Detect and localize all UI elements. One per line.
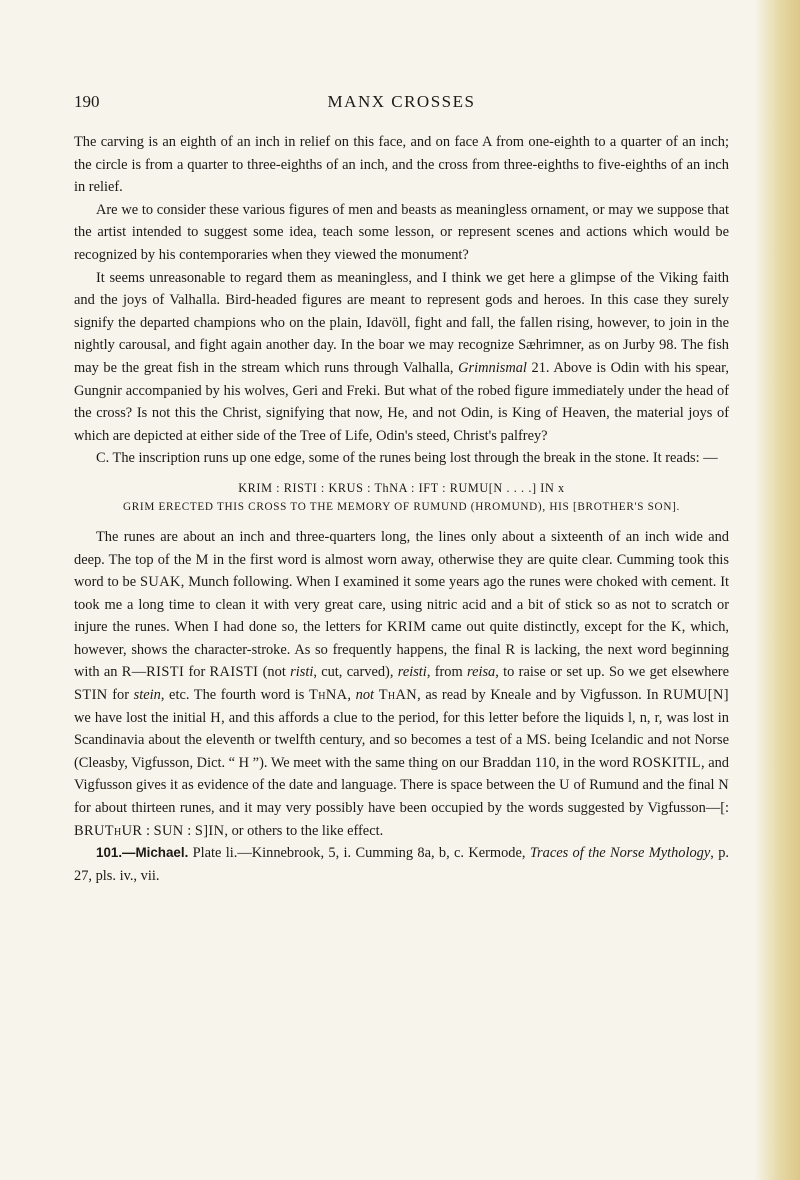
- paragraph-question: Are we to consider these various figures of men and beasts as meaningless ornament, or may we suppose that the artist intended to suggest some idea, teach some lesson, or represent scenes and actions which would be recognized by his contemporaries when they viewed the monument?: [74, 201, 729, 263]
- running-head: [74, 92, 729, 122]
- paragraph-entry-101: 101.—Michael. Plate li.—Kinnebrook, 5, i. Cumming 8a, b, c. Kermode, Traces of the Norse Mythology, p. 27, pls. iv., vii.: [74, 845, 729, 884]
- page-number: 190: [74, 92, 100, 111]
- page-edge-discoloration: [754, 0, 800, 1180]
- inscription-translation: GRIM ERECTED THIS CROSS TO THE MEMORY OF RUMUND (HROMUND), HIS [BROTHER'S SON].: [122, 500, 681, 513]
- paragraph-carving: The carving is an eighth of an inch in relief on this face, and on face A from one-eighth to a quarter of an inch; the circle is from a quarter to three-eighths of an inch, and the cross from three-eighths to five-eighths of an inch in relief.: [74, 134, 729, 196]
- paragraph-runes: The runes are about an inch and three-quarters long, the lines only about a sixteenth of an inch wide and deep. The top of the M in the first word is almost worn away, otherwise they are quite clear. Cumming took this word to be SUAK, Munch following. When I examined it some years ago the runes were choked with cement. It took me a long time to clean it with very great care, using nitric acid and a bit of stick so as not to scratch or injure the runes. When I had done so, the letters for KRIM came out quite distinctly, except for the K, which, however, shows the character-stroke. As so frequently happens, the final R is lacking, the next word beginning with an R—RISTI for RAISTI (not risti, cut, carved), reisti, from reisa, to raise or set up. So we get elsewhere STIN for stein, etc. The fourth word is ThNA, not ThAN, as read by Kneale and by Vigfusson. In RUMU[N] we have lost the initial H, and this affords a clue to the period, for this letter before the liquids l, n, r, was lost in Scandinavia about the eleventh or twelfth century, and so becomes a test of a MS. being Icelandic and not Norse (Cleasby, Vigfusson, Dict. “ H ”). We meet with the same thing on our Braddan 110, in the word ROSKITIL, and Vigfusson gives it as evidence of the date and language. There is space between the U of Rumund and the final N for about thirteen runes, and it may very possibly have been occupied by the words suggested by Vigfusson—[: BRUThUR : SUN : S]IN, or others to the like effect.: [74, 528, 729, 839]
- paragraph-inscription-intro: C. The inscription runs up one edge, some of the runes being lost through the break in the stone. It reads: —: [96, 450, 718, 467]
- runic-inscription: KRIM : RISTI : KRUS : ThNA : IFT : RUMU[N . . . .] IN x: [238, 480, 565, 495]
- page-body: [74, 131, 729, 887]
- entry-label: 101.—Michael.: [96, 845, 189, 861]
- running-title: MANX CROSSES: [327, 92, 476, 111]
- paragraph-valhalla: It seems unreasonable to regard them as meaningless, and I think we get here a glimpse of the Viking faith and the joys of Valhalla. Bird-headed figures are meant to represent gods and heroes. In this case they surely signify the departed champions who on the plain, Idavöll, fight and fall, the fallen rising, however, to join in the nightly carousal, and fight again another day. In the boar we may recognize Sæhrimner, as on Jurby 98. The fish may be the great fish in the stream which runs through Valhalla, Grimnismal 21. Above is Odin with his spear, Gungnir accompanied by his wolves, Geri and Freki. But what of the robed figure immediately under the head of the cross? Is not this the Christ, signifying that now, He, and not Odin, is King of Heaven, the material joys of which are depicted at either side of the Tree of Life, Odin's steed, Christ's palfrey?: [74, 269, 729, 444]
